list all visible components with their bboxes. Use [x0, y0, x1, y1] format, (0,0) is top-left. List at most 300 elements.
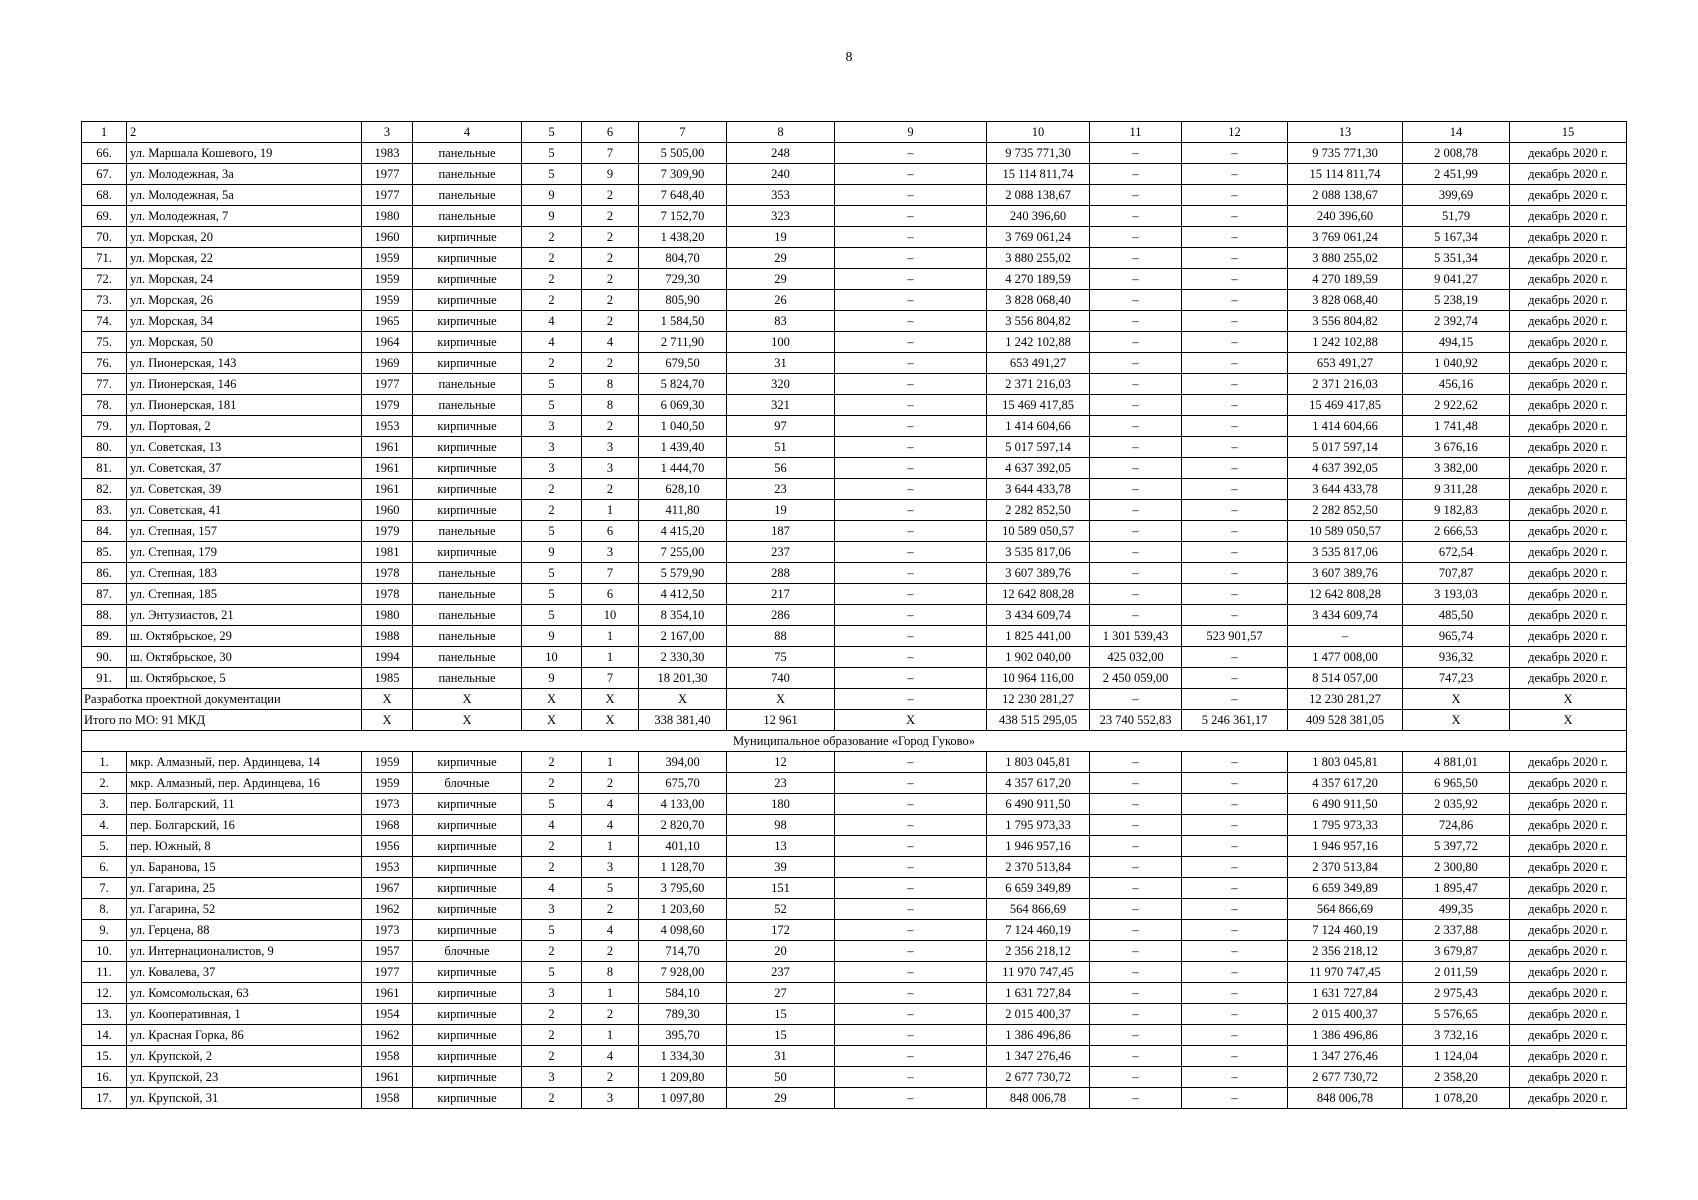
table-row	[82, 647, 1627, 668]
cell-budget-cost: –	[1182, 941, 1288, 962]
cell-entrances: 1	[582, 626, 639, 647]
cell-wall-material: кирпичные	[413, 815, 522, 836]
cell-floors: 5	[522, 521, 582, 542]
cell-unit-cost: 1 078,20	[1403, 1088, 1510, 1109]
cell-area: 411,80	[639, 500, 727, 521]
cell-area: 1 334,30	[639, 1046, 727, 1067]
cell-address: ул. Интернационалистов, 9	[127, 941, 362, 962]
cell-owner-cost: 1 795 973,33	[1288, 815, 1403, 836]
table-row	[82, 164, 1627, 185]
cell-wall-material: кирпичные	[413, 962, 522, 983]
cell-address: ул. Красная Горка, 86	[127, 1025, 362, 1046]
cell-budget-cost: –	[1182, 542, 1288, 563]
project-docs-row-label: Разработка проектной документации	[82, 689, 362, 710]
cell-budget-cost: –	[1182, 1004, 1288, 1025]
cell-budget-cost: –	[1182, 437, 1288, 458]
cell-address: ул. Пионерская, 143	[127, 353, 362, 374]
cell-budget-cost: –	[1182, 395, 1288, 416]
cell-budget-cost: –	[1182, 269, 1288, 290]
cell-budget-cost: –	[1182, 311, 1288, 332]
cell-owner-cost: 3 828 068,40	[1288, 290, 1403, 311]
table-row	[82, 185, 1627, 206]
cell-owner-cost: 2 371 216,03	[1288, 374, 1403, 395]
cell-wall-material: блочные	[413, 941, 522, 962]
cell-budget-cost: –	[1182, 836, 1288, 857]
cell-deadline: декабрь 2020 г.	[1510, 794, 1627, 815]
cell-total-cost: 653 491,27	[987, 353, 1090, 374]
cell-area: 7 648,40	[639, 185, 727, 206]
cell-unit-cost: 9 041,27	[1403, 269, 1510, 290]
cell-residents: 88	[727, 626, 835, 647]
cell-area: 804,70	[639, 248, 727, 269]
cell-total-cost: 3 828 068,40	[987, 290, 1090, 311]
cell-residents: 51	[727, 437, 835, 458]
cell-entrances: X	[582, 710, 639, 731]
cell-fund-cost: –	[1090, 1004, 1182, 1025]
cell-deadline: декабрь 2020 г.	[1510, 962, 1627, 983]
cell-wall-material: панельные	[413, 164, 522, 185]
cell-entrances: 2	[582, 311, 639, 332]
cell-unit-cost: 2 358,20	[1403, 1067, 1510, 1088]
cell-year: 1961	[362, 437, 413, 458]
cell-total-cost: 4 270 189,59	[987, 269, 1090, 290]
cell-entrances: X	[582, 689, 639, 710]
cell-owner-cost: 4 357 617,20	[1288, 773, 1403, 794]
table-row	[82, 794, 1627, 815]
cell-budget-cost: –	[1182, 752, 1288, 773]
cell-owner-cost: 2 356 218,12	[1288, 941, 1403, 962]
cell-col9: –	[835, 983, 987, 1004]
cell-residents: 12	[727, 752, 835, 773]
cell-entrances: 2	[582, 416, 639, 437]
cell-col9: –	[835, 227, 987, 248]
cell-entrances: 5	[582, 878, 639, 899]
cell-entrances: 7	[582, 143, 639, 164]
cell-residents: 180	[727, 794, 835, 815]
cell-unit-cost: 3 193,03	[1403, 584, 1510, 605]
cell-floors: 5	[522, 584, 582, 605]
cell-address: ул. Пионерская, 146	[127, 374, 362, 395]
cell-deadline: декабрь 2020 г.	[1510, 1067, 1627, 1088]
cell-entrances: 2	[582, 1004, 639, 1025]
cell-year: 1983	[362, 143, 413, 164]
cell-area: 4 415,20	[639, 521, 727, 542]
cell-year: 1953	[362, 416, 413, 437]
cell-wall-material: кирпичные	[413, 269, 522, 290]
cell-deadline: декабрь 2020 г.	[1510, 899, 1627, 920]
cell-wall-material: кирпичные	[413, 1004, 522, 1025]
cell-total-cost: 12 230 281,27	[987, 689, 1090, 710]
cell-budget-cost: –	[1182, 773, 1288, 794]
cell-wall-material: кирпичные	[413, 458, 522, 479]
cell-floors: 9	[522, 668, 582, 689]
cell-entrances: 6	[582, 584, 639, 605]
cell-address: ул. Морская, 50	[127, 332, 362, 353]
cell-wall-material: кирпичные	[413, 836, 522, 857]
cell-deadline: декабрь 2020 г.	[1510, 647, 1627, 668]
cell-index: 11.	[82, 962, 127, 983]
cell-total-cost: 1 946 957,16	[987, 836, 1090, 857]
cell-col9: X	[835, 710, 987, 731]
cell-floors: 9	[522, 206, 582, 227]
cell-unit-cost: 672,54	[1403, 542, 1510, 563]
cell-owner-cost: 3 644 433,78	[1288, 479, 1403, 500]
cell-wall-material: панельные	[413, 395, 522, 416]
cell-area: 4 133,00	[639, 794, 727, 815]
cell-residents: 8	[727, 122, 835, 143]
cell-budget-cost: 523 901,57	[1182, 626, 1288, 647]
table-row	[82, 227, 1627, 248]
table-row	[82, 1025, 1627, 1046]
cell-year: 1988	[362, 626, 413, 647]
cell-year: 1964	[362, 332, 413, 353]
cell-fund-cost: –	[1090, 395, 1182, 416]
cell-deadline: декабрь 2020 г.	[1510, 1046, 1627, 1067]
cell-fund-cost: –	[1090, 1046, 1182, 1067]
cell-wall-material: кирпичные	[413, 752, 522, 773]
cell-area: 714,70	[639, 941, 727, 962]
cell-owner-cost: 409 528 381,05	[1288, 710, 1403, 731]
cell-wall-material: кирпичные	[413, 437, 522, 458]
cell-entrances: 3	[582, 437, 639, 458]
cell-area: 7 152,70	[639, 206, 727, 227]
cell-address: ш. Октябрьское, 29	[127, 626, 362, 647]
cell-year: 1962	[362, 1025, 413, 1046]
cell-owner-cost: 3 607 389,76	[1288, 563, 1403, 584]
cell-unit-cost: 456,16	[1403, 374, 1510, 395]
cell-fund-cost: 23 740 552,83	[1090, 710, 1182, 731]
table-row	[82, 374, 1627, 395]
cell-fund-cost: 11	[1090, 122, 1182, 143]
cell-owner-cost: 1 386 496,86	[1288, 1025, 1403, 1046]
cell-fund-cost: –	[1090, 416, 1182, 437]
table-row	[82, 500, 1627, 521]
cell-wall-material: кирпичные	[413, 983, 522, 1004]
cell-budget-cost: –	[1182, 500, 1288, 521]
cell-budget-cost: –	[1182, 164, 1288, 185]
cell-deadline: декабрь 2020 г.	[1510, 311, 1627, 332]
cell-total-cost: 15 114 811,74	[987, 164, 1090, 185]
cell-entrances: 3	[582, 542, 639, 563]
cell-col9: –	[835, 815, 987, 836]
cell-deadline: декабрь 2020 г.	[1510, 542, 1627, 563]
cell-area: 7 255,00	[639, 542, 727, 563]
cell-year: 1979	[362, 521, 413, 542]
cell-owner-cost: 2 088 138,67	[1288, 185, 1403, 206]
cell-residents: 50	[727, 1067, 835, 1088]
cell-budget-cost: –	[1182, 227, 1288, 248]
cell-owner-cost: 1 631 727,84	[1288, 983, 1403, 1004]
cell-budget-cost: –	[1182, 1025, 1288, 1046]
cell-area: X	[639, 689, 727, 710]
cell-total-cost: 3 769 061,24	[987, 227, 1090, 248]
cell-entrances: 7	[582, 563, 639, 584]
cell-fund-cost: –	[1090, 983, 1182, 1004]
cell-residents: X	[727, 689, 835, 710]
cell-index: 15.	[82, 1046, 127, 1067]
cell-owner-cost: 1 946 957,16	[1288, 836, 1403, 857]
cell-floors: 5	[522, 962, 582, 983]
cell-wall-material: панельные	[413, 626, 522, 647]
cell-total-cost: 6 490 911,50	[987, 794, 1090, 815]
cell-col9: –	[835, 1088, 987, 1109]
cell-fund-cost: –	[1090, 794, 1182, 815]
cell-year: 1959	[362, 773, 413, 794]
cell-residents: 353	[727, 185, 835, 206]
cell-entrances: 6	[582, 521, 639, 542]
cell-floors: 5	[522, 395, 582, 416]
cell-residents: 237	[727, 542, 835, 563]
cell-col9: –	[835, 626, 987, 647]
cell-deadline: декабрь 2020 г.	[1510, 584, 1627, 605]
cell-address: ул. Морская, 34	[127, 311, 362, 332]
cell-floors: 5	[522, 920, 582, 941]
cell-owner-cost: 11 970 747,45	[1288, 962, 1403, 983]
cell-budget-cost: 12	[1182, 122, 1288, 143]
cell-year: 1957	[362, 941, 413, 962]
cell-floors: 5	[522, 122, 582, 143]
cell-address: ул. Кооперативная, 1	[127, 1004, 362, 1025]
cell-budget-cost: –	[1182, 647, 1288, 668]
cell-deadline: декабрь 2020 г.	[1510, 437, 1627, 458]
cell-fund-cost: –	[1090, 857, 1182, 878]
cell-entrances: 1	[582, 752, 639, 773]
cell-residents: 31	[727, 1046, 835, 1067]
cell-floors: 5	[522, 794, 582, 815]
cell-total-cost: 1 631 727,84	[987, 983, 1090, 1004]
cell-fund-cost: –	[1090, 563, 1182, 584]
cell-col9: –	[835, 794, 987, 815]
cell-deadline: декабрь 2020 г.	[1510, 983, 1627, 1004]
cell-wall-material: кирпичные	[413, 500, 522, 521]
cell-index: 91.	[82, 668, 127, 689]
cell-residents: 39	[727, 857, 835, 878]
cell-residents: 100	[727, 332, 835, 353]
cell-budget-cost: –	[1182, 983, 1288, 1004]
cell-floors: 3	[522, 983, 582, 1004]
cell-fund-cost: –	[1090, 920, 1182, 941]
cell-deadline: декабрь 2020 г.	[1510, 185, 1627, 206]
cell-budget-cost: –	[1182, 479, 1288, 500]
table-row	[82, 1088, 1627, 1109]
cell-wall-material: кирпичные	[413, 857, 522, 878]
cell-unit-cost: 724,86	[1403, 815, 1510, 836]
cell-unit-cost: 5 576,65	[1403, 1004, 1510, 1025]
cell-col9: –	[835, 878, 987, 899]
cell-total-cost: 438 515 295,05	[987, 710, 1090, 731]
cell-address: ул. Морская, 26	[127, 290, 362, 311]
cell-year: X	[362, 710, 413, 731]
cell-residents: 217	[727, 584, 835, 605]
cell-entrances: 3	[582, 458, 639, 479]
cell-unit-cost: 5 167,34	[1403, 227, 1510, 248]
cell-fund-cost: –	[1090, 941, 1182, 962]
cell-area: 1 438,20	[639, 227, 727, 248]
cell-area: 1 444,70	[639, 458, 727, 479]
table-row	[82, 269, 1627, 290]
cell-floors: 4	[522, 878, 582, 899]
cell-entrances: 7	[582, 668, 639, 689]
cell-residents: 19	[727, 500, 835, 521]
cell-total-cost: 3 607 389,76	[987, 563, 1090, 584]
cell-year: 1977	[362, 185, 413, 206]
cell-deadline: декабрь 2020 г.	[1510, 143, 1627, 164]
cell-deadline: декабрь 2020 г.	[1510, 605, 1627, 626]
cell-area: 338 381,40	[639, 710, 727, 731]
cell-entrances: 2	[582, 773, 639, 794]
cell-fund-cost: –	[1090, 500, 1182, 521]
cell-year: 1960	[362, 500, 413, 521]
cell-year: 1967	[362, 878, 413, 899]
cell-owner-cost: 1 414 604,66	[1288, 416, 1403, 437]
cell-residents: 15	[727, 1025, 835, 1046]
cell-year: 1973	[362, 920, 413, 941]
cell-year: X	[362, 689, 413, 710]
cell-col9: –	[835, 668, 987, 689]
cell-deadline: декабрь 2020 г.	[1510, 815, 1627, 836]
table-row	[82, 815, 1627, 836]
cell-floors: 3	[522, 458, 582, 479]
cell-wall-material: кирпичные	[413, 353, 522, 374]
table-row	[82, 920, 1627, 941]
cell-col9: –	[835, 563, 987, 584]
cell-index: 74.	[82, 311, 127, 332]
table-row	[82, 206, 1627, 227]
cell-total-cost: 2 282 852,50	[987, 500, 1090, 521]
table-row	[82, 626, 1627, 647]
cell-entrances: 6	[582, 122, 639, 143]
table-row	[82, 479, 1627, 500]
cell-unit-cost: 2 666,53	[1403, 521, 1510, 542]
cell-year: 1953	[362, 857, 413, 878]
cell-owner-cost: 848 006,78	[1288, 1088, 1403, 1109]
cell-deadline: декабрь 2020 г.	[1510, 521, 1627, 542]
project-docs-row	[82, 689, 1627, 710]
cell-col9: –	[835, 605, 987, 626]
cell-index: 2.	[82, 773, 127, 794]
cell-area: 5 579,90	[639, 563, 727, 584]
cell-floors: 2	[522, 479, 582, 500]
cell-residents: 27	[727, 983, 835, 1004]
cell-fund-cost: –	[1090, 689, 1182, 710]
cell-unit-cost: 2 922,62	[1403, 395, 1510, 416]
table-row	[82, 458, 1627, 479]
cell-residents: 172	[727, 920, 835, 941]
cell-owner-cost: 15 114 811,74	[1288, 164, 1403, 185]
cell-col9: –	[835, 290, 987, 311]
cell-year: 1965	[362, 311, 413, 332]
table-row	[82, 395, 1627, 416]
cell-entrances: 4	[582, 815, 639, 836]
cell-deadline: декабрь 2020 г.	[1510, 353, 1627, 374]
cell-budget-cost: –	[1182, 374, 1288, 395]
cell-deadline: декабрь 2020 г.	[1510, 836, 1627, 857]
cell-floors: 3	[522, 437, 582, 458]
cell-budget-cost: –	[1182, 878, 1288, 899]
cell-col9: –	[835, 920, 987, 941]
cell-wall-material: кирпичные	[413, 1046, 522, 1067]
cell-address: ул. Пионерская, 181	[127, 395, 362, 416]
table-row	[82, 542, 1627, 563]
cell-deadline: декабрь 2020 г.	[1510, 500, 1627, 521]
cell-area: 8 354,10	[639, 605, 727, 626]
cell-area: 2 711,90	[639, 332, 727, 353]
cell-area: 1 203,60	[639, 899, 727, 920]
cell-fund-cost: –	[1090, 521, 1182, 542]
cell-address: пер. Болгарский, 11	[127, 794, 362, 815]
cell-residents: 320	[727, 374, 835, 395]
cell-area: 7 309,90	[639, 164, 727, 185]
cell-total-cost: 7 124 460,19	[987, 920, 1090, 941]
cell-wall-material: кирпичные	[413, 332, 522, 353]
cell-area: 7	[639, 122, 727, 143]
cell-entrances: 10	[582, 605, 639, 626]
cell-residents: 56	[727, 458, 835, 479]
cell-residents: 237	[727, 962, 835, 983]
cell-year: 1959	[362, 269, 413, 290]
cell-area: 789,30	[639, 1004, 727, 1025]
cell-area: 18 201,30	[639, 668, 727, 689]
cell-wall-material: кирпичные	[413, 542, 522, 563]
cell-year: 1961	[362, 458, 413, 479]
cell-floors: 3	[522, 416, 582, 437]
cell-wall-material: кирпичные	[413, 311, 522, 332]
cell-col9: –	[835, 1004, 987, 1025]
cell-floors: 10	[522, 647, 582, 668]
cell-budget-cost: –	[1182, 353, 1288, 374]
cell-unit-cost: 9 182,83	[1403, 500, 1510, 521]
cell-fund-cost: –	[1090, 962, 1182, 983]
table-row	[82, 1004, 1627, 1025]
cell-budget-cost: –	[1182, 815, 1288, 836]
cell-fund-cost: –	[1090, 1088, 1182, 1109]
cell-total-cost: 2 370 513,84	[987, 857, 1090, 878]
cell-area: 1 584,50	[639, 311, 727, 332]
cell-owner-cost: 1 803 045,81	[1288, 752, 1403, 773]
cell-area: 5 824,70	[639, 374, 727, 395]
cell-year: 1956	[362, 836, 413, 857]
cell-total-cost: 10	[987, 122, 1090, 143]
cell-wall-material: панельные	[413, 563, 522, 584]
table-row	[82, 878, 1627, 899]
cell-owner-cost: 6 659 349,89	[1288, 878, 1403, 899]
cell-fund-cost: –	[1090, 374, 1182, 395]
cell-entrances: 4	[582, 920, 639, 941]
cell-deadline: декабрь 2020 г.	[1510, 857, 1627, 878]
cell-index: 87.	[82, 584, 127, 605]
cell-budget-cost: –	[1182, 521, 1288, 542]
cell-fund-cost: –	[1090, 542, 1182, 563]
cell-total-cost: 1 414 604,66	[987, 416, 1090, 437]
cell-floors: 2	[522, 1088, 582, 1109]
cell-index: 72.	[82, 269, 127, 290]
cell-col9: –	[835, 479, 987, 500]
cell-entrances: 8	[582, 395, 639, 416]
cell-address: ул. Советская, 39	[127, 479, 362, 500]
cell-budget-cost: –	[1182, 1067, 1288, 1088]
cell-year: 1954	[362, 1004, 413, 1025]
cell-address: ул. Советская, 37	[127, 458, 362, 479]
cell-deadline: декабрь 2020 г.	[1510, 416, 1627, 437]
cell-residents: 83	[727, 311, 835, 332]
cell-total-cost: 3 434 609,74	[987, 605, 1090, 626]
cell-wall-material: кирпичные	[413, 899, 522, 920]
cell-area: 805,90	[639, 290, 727, 311]
cell-owner-cost: 2 370 513,84	[1288, 857, 1403, 878]
cell-owner-cost: 3 880 255,02	[1288, 248, 1403, 269]
cell-budget-cost: –	[1182, 143, 1288, 164]
cell-entrances: 8	[582, 374, 639, 395]
